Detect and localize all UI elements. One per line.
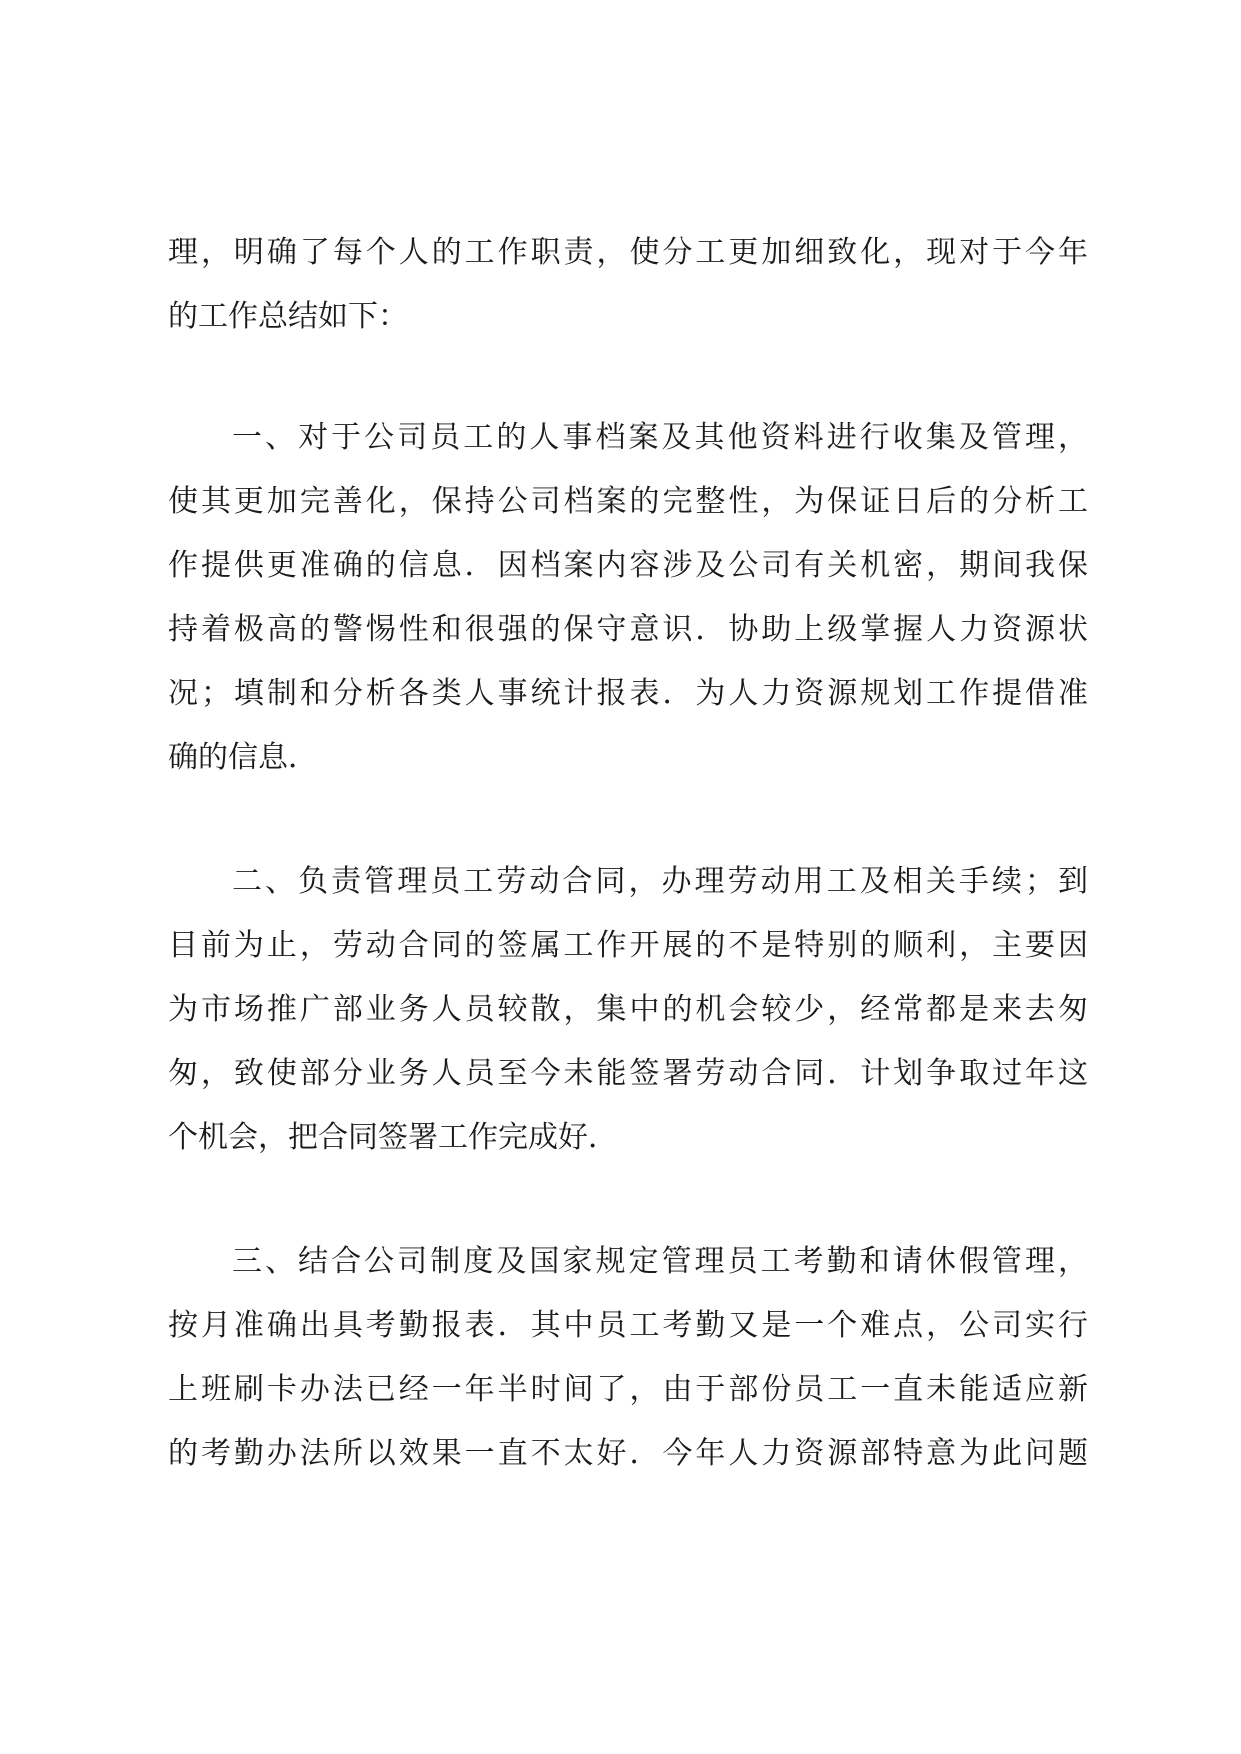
paragraph-line: 目前为止，劳动合同的签属工作开展的不是特别的顺利，主要因 — [168, 928, 1088, 963]
paragraph-line: 的工作总结如下： — [168, 299, 408, 334]
paragraph-line: 个机会，把合同签署工作完成好． — [168, 1120, 618, 1155]
section-3-heading-line: 三、结合公司制度及国家规定管理员工考勤和请休假管理， — [232, 1244, 1088, 1279]
section-1-heading-line: 一、对于公司员工的人事档案及其他资料进行收集及管理， — [232, 420, 1088, 455]
paragraph-line: 况；填制和分析各类人事统计报表．为人力资源规划工作提借准 — [168, 676, 1088, 711]
paragraph-line: 确的信息． — [168, 740, 318, 775]
paragraph-line: 上班刷卡办法已经一年半时间了，由于部份员工一直未能适应新 — [168, 1372, 1088, 1407]
section-2-heading-line: 二、负责管理员工劳动合同，办理劳动用工及相关手续；到 — [232, 864, 1088, 899]
paragraph-line: 持着极高的警惕性和很强的保守意识．协助上级掌握人力资源状 — [168, 612, 1088, 647]
paragraph-line: 按月准确出具考勤报表．其中员工考勤又是一个难点，公司实行 — [168, 1308, 1088, 1343]
paragraph-line: 作提供更准确的信息．因档案内容涉及公司有关机密，期间我保 — [168, 548, 1088, 583]
paragraph-line: 为市场推广部业务人员较散，集中的机会较少，经常都是来去匆 — [168, 992, 1088, 1027]
paragraph-line: 的考勤办法所以效果一直不太好．今年人力资源部特意为此问题 — [168, 1436, 1088, 1471]
paragraph-line: 匆，致使部分业务人员至今未能签署劳动合同．计划争取过年这 — [168, 1056, 1088, 1091]
paragraph-line: 使其更加完善化，保持公司档案的完整性，为保证日后的分析工 — [168, 484, 1088, 519]
paragraph-line: 理，明确了每个人的工作职责，使分工更加细致化，现对于今年 — [168, 235, 1088, 270]
